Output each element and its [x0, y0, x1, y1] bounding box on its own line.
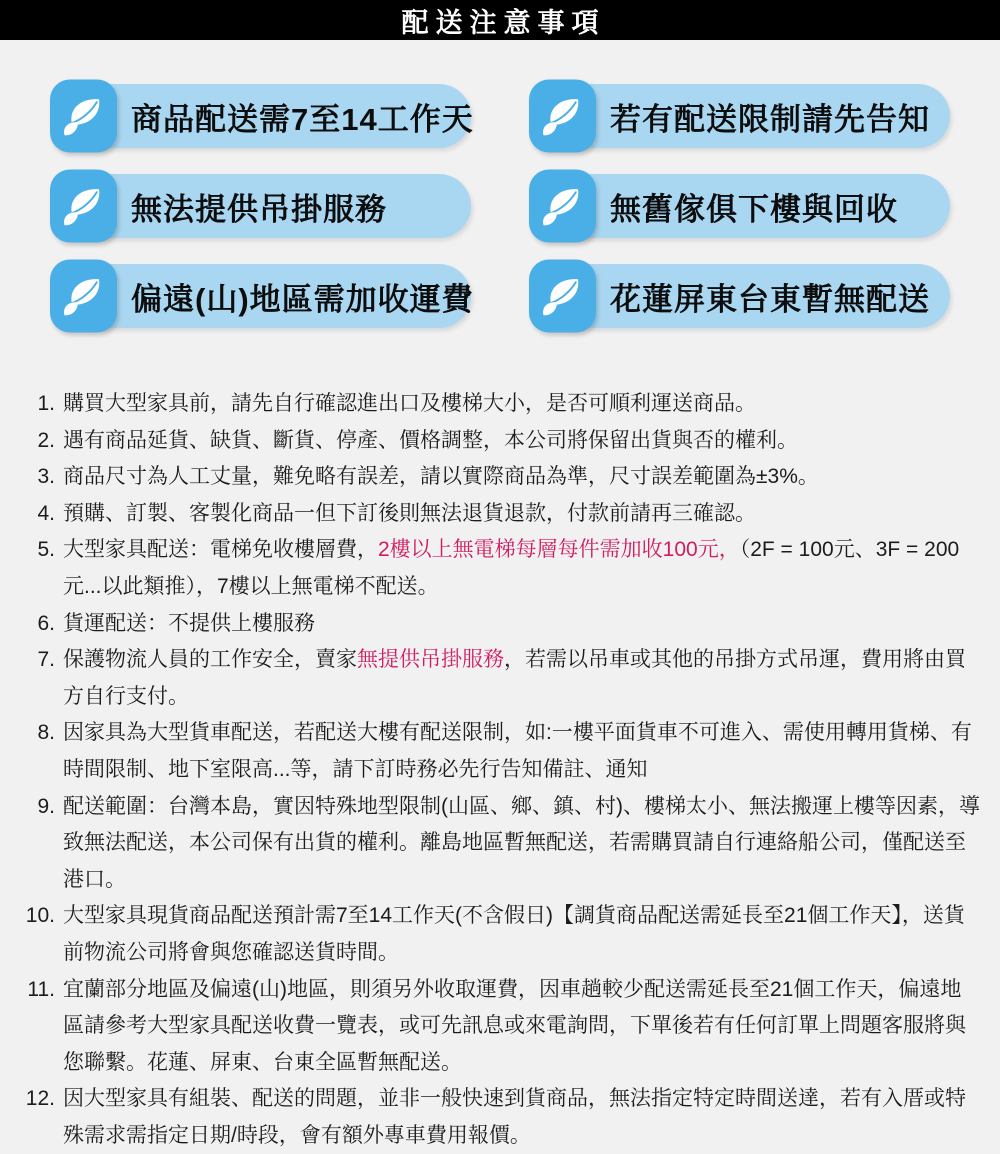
note-item — [22, 972, 980, 1082]
badge — [529, 174, 950, 238]
note-item — [22, 423, 980, 460]
note-number: 12. — [25, 1087, 55, 1111]
badge-pill — [538, 264, 950, 328]
note-number: 1. — [37, 392, 55, 415]
note-text — [63, 1081, 980, 1154]
note-item — [22, 496, 980, 533]
badge-label: 花蓮屏東台東暫無配送 — [610, 281, 930, 317]
note-text — [63, 972, 980, 1082]
note-segment-text: 保護物流人員的工作安全，賣家 — [63, 648, 357, 672]
note-segment-text: 大型家具配送：電梯免收樓層費， — [63, 538, 378, 562]
note-segment-text: （2F = 100元、3F = 200元...以此類推），7樓以上無電梯不配送。 — [63, 538, 960, 598]
note-text — [63, 606, 980, 643]
badges-grid — [0, 40, 1000, 360]
note-text — [63, 459, 980, 496]
badge-pill — [538, 174, 950, 238]
badge — [529, 264, 950, 328]
note-text — [63, 423, 980, 460]
note-segment-text: ，若需以吊車或其他的吊掛方式吊運，費用將由買方自行支付。 — [63, 648, 966, 708]
note-item — [22, 1081, 980, 1154]
note-item — [22, 386, 980, 423]
note-item — [22, 898, 980, 971]
note-highlight-text: 無提供吊掛服務 — [357, 648, 504, 672]
badge-label: 若有配送限制請先告知 — [610, 101, 930, 137]
leaf-icon — [50, 260, 117, 333]
leaf-icon — [529, 260, 596, 333]
badge — [50, 84, 474, 148]
note-text — [63, 496, 980, 533]
note-segment-text: 配送範圍：台灣本島，實因特殊地型限制(山區、鄉、鎮、村)、樓梯太小、無法搬運上樓等因素，導致無法配送，本公司保有出貨的權利。離島地區暫無配送，若需購買請自行連絡船公司，僅配送至港口。 — [63, 794, 980, 891]
note-number: 5. — [37, 538, 55, 562]
leaf-icon — [529, 170, 596, 243]
page-header — [0, 0, 1000, 40]
note-text — [63, 898, 980, 971]
leaf-icon — [50, 80, 117, 153]
note-text — [63, 789, 980, 899]
note-segment-text: 大型家具現貨商品配送預計需7至14工作天(不含假日)【調貨商品配送需延長至21個工作天】，送貨前物流公司將會與您確認送貨時間。 — [63, 904, 965, 964]
badge-label: 商品配送需7至14工作天 — [131, 101, 474, 137]
badge — [50, 264, 474, 328]
page-title: 配送注意事項 — [401, 7, 606, 38]
note-text — [63, 386, 980, 423]
note-segment-text: 商品尺寸為人工丈量，難免略有誤差，請以實際商品為準，尺寸誤差範圍為±3%。 — [63, 465, 819, 489]
note-item — [22, 715, 980, 788]
note-item — [22, 459, 980, 496]
badge — [529, 84, 950, 148]
badge-pill — [59, 84, 474, 148]
badge-pill — [538, 84, 950, 148]
note-text — [63, 532, 980, 605]
note-segment-text: 因大型家具有組裝、配送的問題，並非一般快速到貨商品，無法指定特定時間送達，若有入厝或特殊需求需指定日期/時段，會有額外專車費用報價。 — [63, 1087, 966, 1147]
note-number: 6. — [37, 611, 55, 635]
note-number: 8. — [37, 721, 55, 745]
note-segment-text: 預購、訂製、客製化商品一但下訂後則無法退貨退款，付款前請再三確認。 — [63, 501, 756, 525]
badge-label: 無舊傢俱下樓與回收 — [610, 191, 898, 227]
badge-pill — [59, 264, 474, 328]
note-text — [63, 715, 980, 788]
leaf-icon — [50, 170, 117, 243]
note-segment-text: 因家具為大型貨車配送，若配送大樓有配送限制，如:一樓平面貨車不可進入、需使用轉用貨梯、有時間限制、地下室限高...等，請下訂時務必先行告知備註、通知 — [63, 721, 972, 781]
note-segment-text: 遇有商品延貨、缺貨、斷貨、停產、價格調整，本公司將保留出貨與否的權利。 — [63, 428, 798, 452]
note-segment-text: 宜蘭部分地區及偏遠(山)地區，則須另外收取運費，因車趟較少配送需延長至21個工作天，偏遠地區請參考大型家具配送收費一覽表，或可先訊息或來電詢問，下單後若有任何訂單上問題客服將與您聯繫。花蓮、屏東、台東全區暫無配送。 — [63, 977, 966, 1074]
note-number: 9. — [37, 794, 55, 818]
note-text — [63, 642, 980, 715]
note-item — [22, 532, 980, 605]
badge-label: 無法提供吊掛服務 — [131, 191, 387, 227]
note-number: 11. — [27, 977, 55, 1001]
note-number: 3. — [37, 465, 55, 489]
note-number: 2. — [37, 428, 55, 452]
note-segment-text: 購買大型家具前，請先自行確認進出口及樓梯大小，是否可順利運送商品。 — [63, 392, 756, 415]
note-item — [22, 642, 980, 715]
badge — [50, 174, 471, 238]
badge-pill — [59, 174, 471, 238]
note-number: 4. — [37, 501, 55, 525]
note-number: 10. — [25, 904, 55, 928]
notes-list — [0, 360, 1000, 1154]
note-item — [22, 789, 980, 899]
note-segment-text: 貨運配送：不提供上樓服務 — [63, 611, 315, 635]
note-highlight-text: 2樓以上無電梯每層每件需加收100元， — [378, 538, 740, 562]
badge-label: 偏遠(山)地區需加收運費 — [131, 281, 474, 317]
note-item — [22, 606, 980, 643]
note-number: 7. — [37, 648, 55, 672]
leaf-icon — [529, 80, 596, 153]
